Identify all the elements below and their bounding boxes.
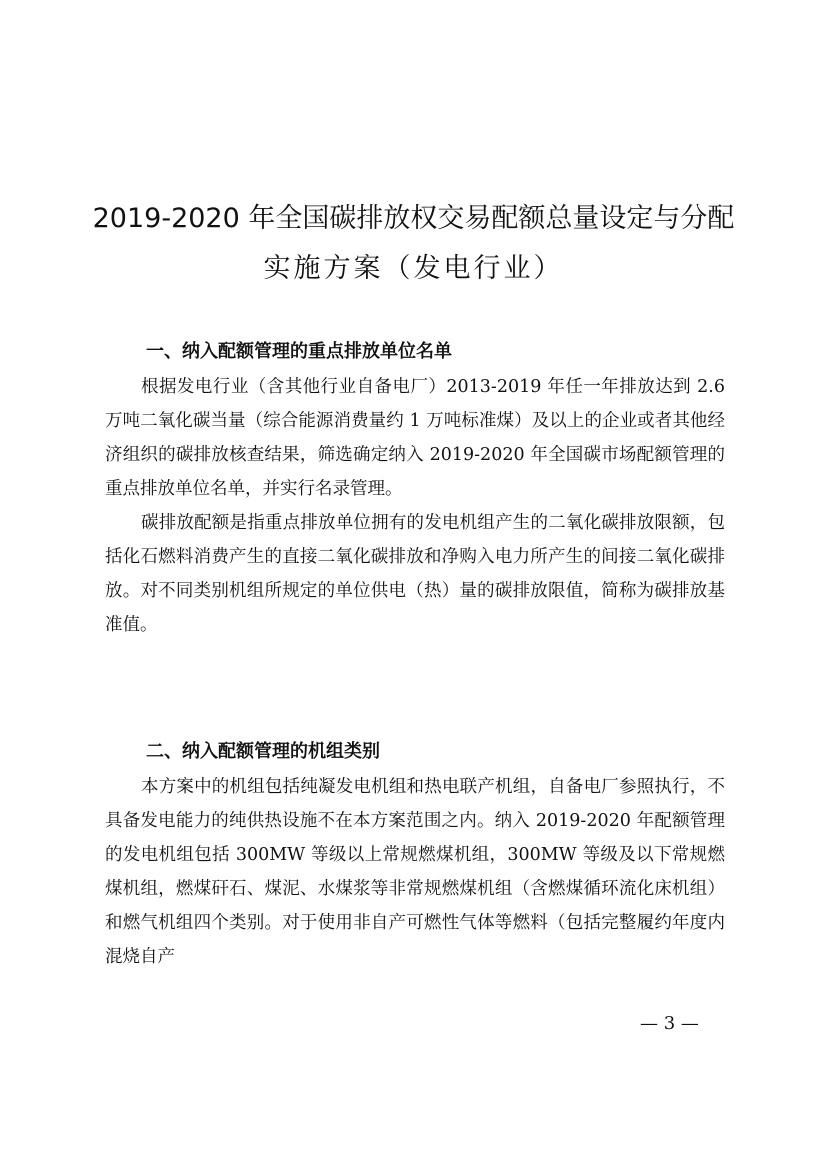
section-2-body [105, 770, 725, 974]
document-title-line-1: 2019-2020 年全国碳排放权交易配额总量设定与分配 [92, 203, 735, 234]
section-1-heading: 一、纳入配额管理的重点排放单位名单 [146, 341, 452, 362]
section-2-paragraph-1: 本方案中的机组包括纯凝发电机组和热电联产机组，自备电厂参照执行，不具备发电能力的纯供热设施不在本方案范围之内。纳入 2019-2020 年配额管理的发电机组包括 300MW 等级以上常规燃煤机组，300MW 等级及以下常规燃煤机组，燃煤矸石、煤泥、水煤浆等非常规燃煤机组（含燃煤循环流化床机组）和燃气机组四个类别。对于使用非自产可燃性气体等燃料（包括完整履约年度内混烧自产 [105, 777, 725, 967]
section-1-body [105, 370, 725, 642]
page-number: — 3 — [640, 1013, 699, 1034]
section-1-paragraph-2: 碳排放配额是指重点排放单位拥有的发电机组产生的二氧化碳排放限额，包括化石燃料消费产生的直接二氧化碳排放和净购入电力所产生的间接二氧化碳排放。对不同类别机组所规定的单位供电（热）量的碳排放限值，简称为碳排放基准值。 [105, 513, 725, 635]
section-1-paragraph-1: 根据发电行业（含其他行业自备电厂）2013-2019 年任一年排放达到 2.6 万吨二氧化碳当量（综合能源消费量约 1 万吨标准煤）及以上的企业或者其他经济组织的碳排放核查结果，筛选确定纳入 2019-2020 年全国碳市场配额管理的重点排放单位名单，并实行名录管理。 [105, 377, 725, 499]
section-2-heading: 二、纳入配额管理的机组类别 [146, 741, 380, 762]
document-title-line-2: 实施方案（发电行业） [263, 253, 564, 284]
